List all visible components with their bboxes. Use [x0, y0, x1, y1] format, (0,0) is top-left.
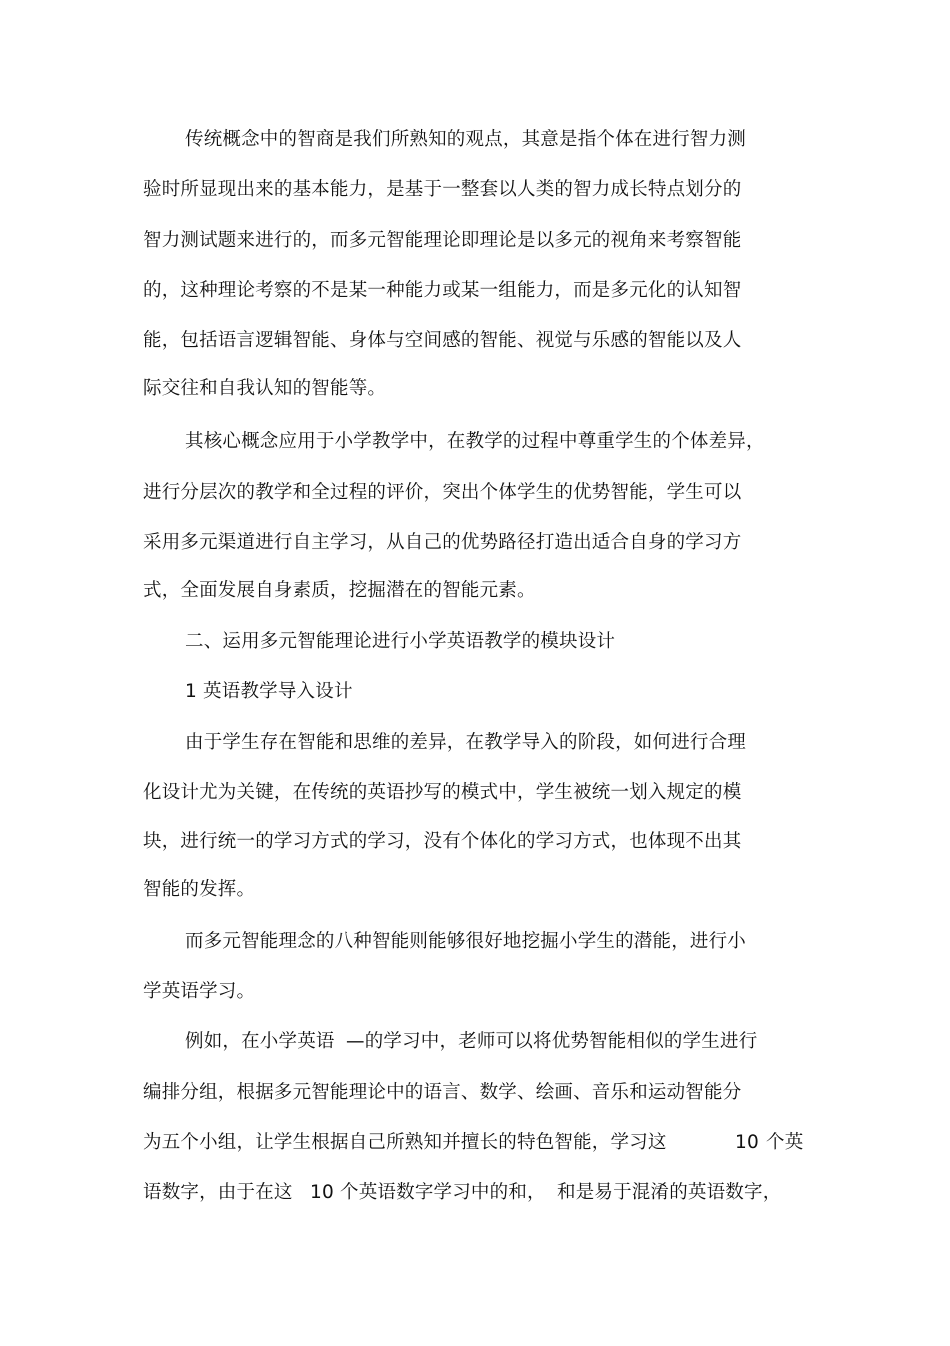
paragraph-5-line-1-part-1: 例如，在小学英语 — [185, 1031, 335, 1052]
paragraph-5-line-4 — [0, 1181, 950, 1205]
paragraph-5-line-4-part-3: 和是易于混淆的英语数字， — [557, 1182, 782, 1203]
paragraph-5-line-1 — [0, 1030, 950, 1054]
paragraph-2-line-1: 其核心概念应用于小学教学中，在教学的过程中尊重学生的个体差异， — [185, 431, 765, 452]
paragraph-2-line-2: 进行分层次的教学和全过程的评价，突出个体学生的优势智能，学生可以 — [143, 482, 742, 503]
paragraph-5-line-3-part-1: 为五个小组，让学生根据自己所熟知并擅长的特色智能，学习这 — [143, 1132, 667, 1153]
paragraph-3-line-3: 块，进行统一的学习方式的学习，没有个体化的学习方式，也体现不出其 — [143, 831, 742, 852]
paragraph-5-line-4-part-2: 10 个英语数字学习中的和， — [310, 1182, 546, 1203]
paragraph-5-line-2: 编排分组，根据多元智能理论中的语言、数学、绘画、音乐和运动智能分 — [143, 1082, 742, 1103]
paragraph-3-line-4: 智能的发挥。 — [143, 879, 256, 900]
paragraph-3-line-2: 化设计尤为关键，在传统的英语抄写的模式中，学生被统一划入规定的模 — [143, 782, 742, 803]
paragraph-5-line-3 — [0, 1131, 950, 1155]
paragraph-1-line-5: 能，包括语言逻辑智能、身体与空间感的智能、视觉与乐感的智能以及人 — [143, 330, 742, 351]
paragraph-3-line-1: 由于学生存在智能和思维的差异，在教学导入的阶段，如何进行合理 — [185, 732, 747, 753]
paragraph-4-line-2: 学英语学习。 — [143, 981, 256, 1002]
paragraph-5-line-1-part-2: —的学习中，老师可以将优势智能相似的学生进行 — [346, 1031, 758, 1052]
paragraph-4-line-1: 而多元智能理念的八种智能则能够很好地挖掘小学生的潜能，进行小 — [185, 931, 747, 952]
paragraph-5-line-3-number: 10 — [735, 1132, 759, 1153]
paragraph-5-line-4-part-1: 语数字，由于在这 — [143, 1182, 293, 1203]
paragraph-5-line-3-part-2: 个英 — [766, 1132, 804, 1153]
paragraph-2-line-4: 式，全面发展自身素质，挖掘潜在的智能元素。 — [143, 580, 536, 601]
paragraph-2-line-3: 采用多元渠道进行自主学习，从自己的优势路径打造出适合自身的学习方 — [143, 532, 742, 553]
section-heading: 二、运用多元智能理论进行小学英语教学的模块设计 — [185, 631, 616, 652]
paragraph-1-line-3: 智力测试题来进行的，而多元智能理论即理论是以多元的视角来考察智能 — [143, 230, 742, 251]
paragraph-1-line-2: 验时所显现出来的基本能力，是基于一整套以人类的智力成长特点划分的 — [143, 179, 742, 200]
paragraph-1-line-4: 的，这种理论考察的不是某一种能力或某一组能力，而是多元化的认知智 — [143, 280, 742, 301]
paragraph-1-line-6: 际交往和自我认知的智能等。 — [143, 378, 387, 399]
subsection-heading: 1 英语教学导入设计 — [185, 681, 353, 702]
paragraph-1-line-1: 传统概念中的智商是我们所熟知的观点，其意是指个体在进行智力测 — [185, 129, 747, 150]
